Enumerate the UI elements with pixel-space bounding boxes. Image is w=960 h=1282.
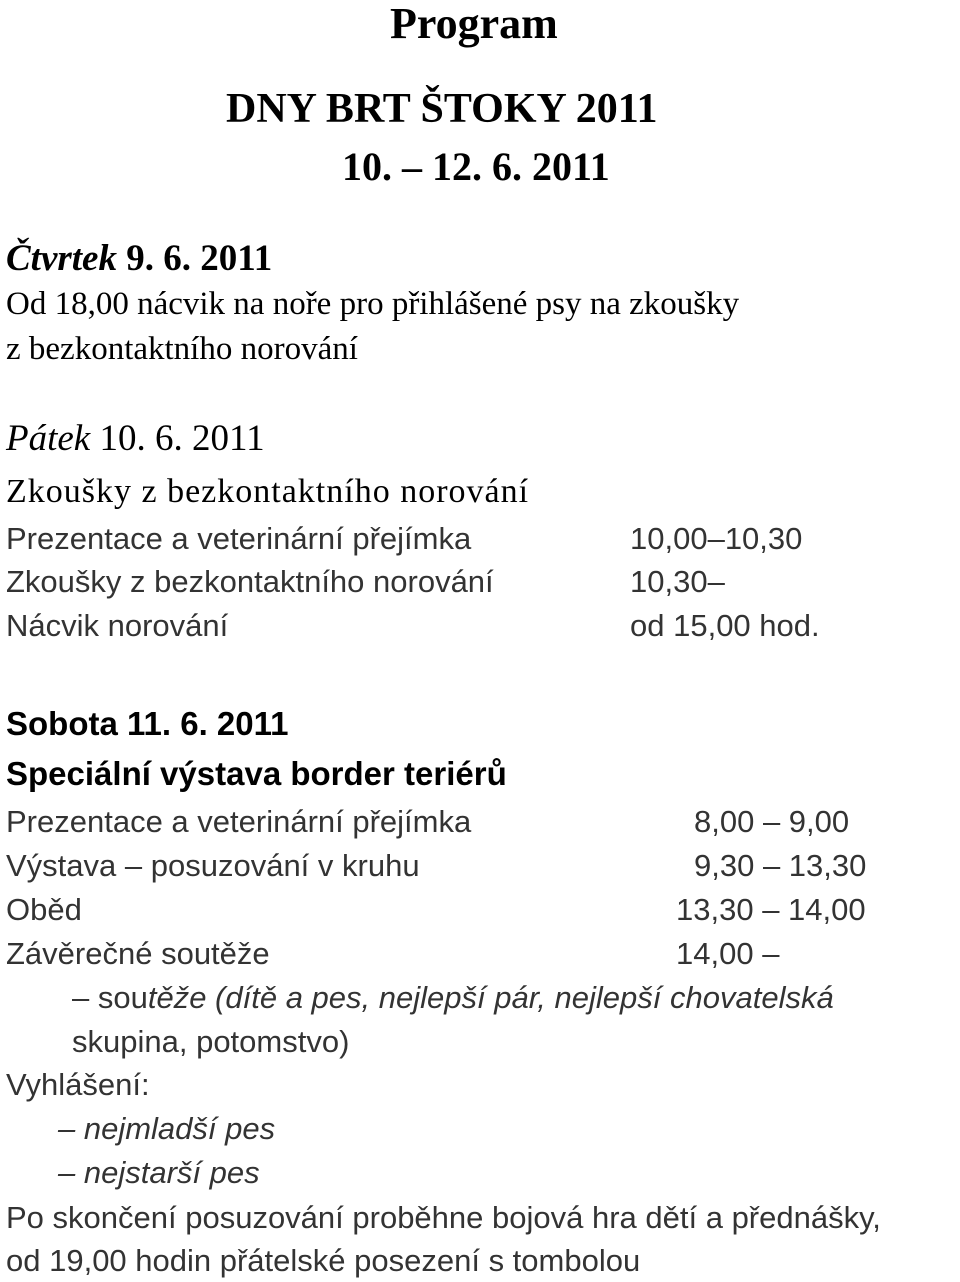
friday-heading bbox=[6, 420, 265, 457]
saturday-item-time: 9,30 – 13,30 bbox=[694, 848, 867, 883]
saturday-item-label: Prezentace a veterinární přejímka bbox=[6, 804, 472, 839]
saturday-item-time: 8,00 – 9,00 bbox=[694, 804, 850, 839]
saturday-subheading: Speciální výstava border teriérů bbox=[6, 755, 507, 792]
saturday-item-time: 13,30 – 14,00 bbox=[676, 892, 866, 927]
friday-day: Pátek bbox=[6, 418, 91, 459]
competitions-line-2: skupina, potomstvo) bbox=[72, 1024, 350, 1059]
award-item: – nejstarší pes bbox=[58, 1155, 260, 1190]
friday-item-time: od 15,00 hod. bbox=[630, 608, 820, 643]
friday-subheading: Zkoušky z bezkontaktního norování bbox=[6, 473, 530, 510]
competitions-line-1 bbox=[72, 982, 834, 1013]
thursday-line-2: z bezkontaktního norování bbox=[6, 331, 358, 367]
friday-date: 10. 6. 2011 bbox=[99, 418, 265, 459]
closing-line-2: od 19,00 hodin přátelské posezení s tombolou bbox=[6, 1243, 641, 1278]
saturday-item-label: Závěrečné soutěže bbox=[6, 936, 270, 971]
announcement-label: Vyhlášení: bbox=[6, 1067, 150, 1102]
friday-item-label: Zkoušky z bezkontaktního norování bbox=[6, 564, 494, 599]
friday-item-label: Nácvik norování bbox=[6, 608, 229, 643]
competitions-prefix: – sou bbox=[72, 980, 148, 1015]
page-title: Program bbox=[390, 0, 558, 48]
thursday-line-1: Od 18,00 nácvik na noře pro přihlášené psy na zkoušky bbox=[6, 286, 740, 322]
thursday-date: 9. 6. 2011 bbox=[126, 238, 273, 279]
event-title: DNY BRT ŠTOKY 2011 bbox=[226, 86, 658, 132]
competitions-text: těže (dítě a pes, nejlepší pár, nejlepší chovatelská bbox=[147, 980, 834, 1015]
award-item: – nejmladší pes bbox=[58, 1111, 276, 1146]
thursday-day: Čtvrtek bbox=[6, 238, 117, 279]
friday-item-time: 10,30– bbox=[630, 564, 725, 599]
saturday-item-label: Oběd bbox=[6, 892, 82, 927]
thursday-heading bbox=[6, 240, 272, 277]
saturday-item-label: Výstava – posuzování v kruhu bbox=[6, 848, 420, 883]
closing-line-1: Po skončení posuzování proběhne bojová hra dětí a přednášky, bbox=[6, 1200, 881, 1235]
event-dates: 10. – 12. 6. 2011 bbox=[342, 144, 610, 189]
friday-item-label: Prezentace a veterinární přejímka bbox=[6, 521, 472, 556]
friday-item-time: 10,00–10,30 bbox=[630, 521, 803, 556]
saturday-heading: Sobota 11. 6. 2011 bbox=[6, 705, 289, 742]
saturday-item-time: 14,00 – bbox=[676, 936, 780, 971]
